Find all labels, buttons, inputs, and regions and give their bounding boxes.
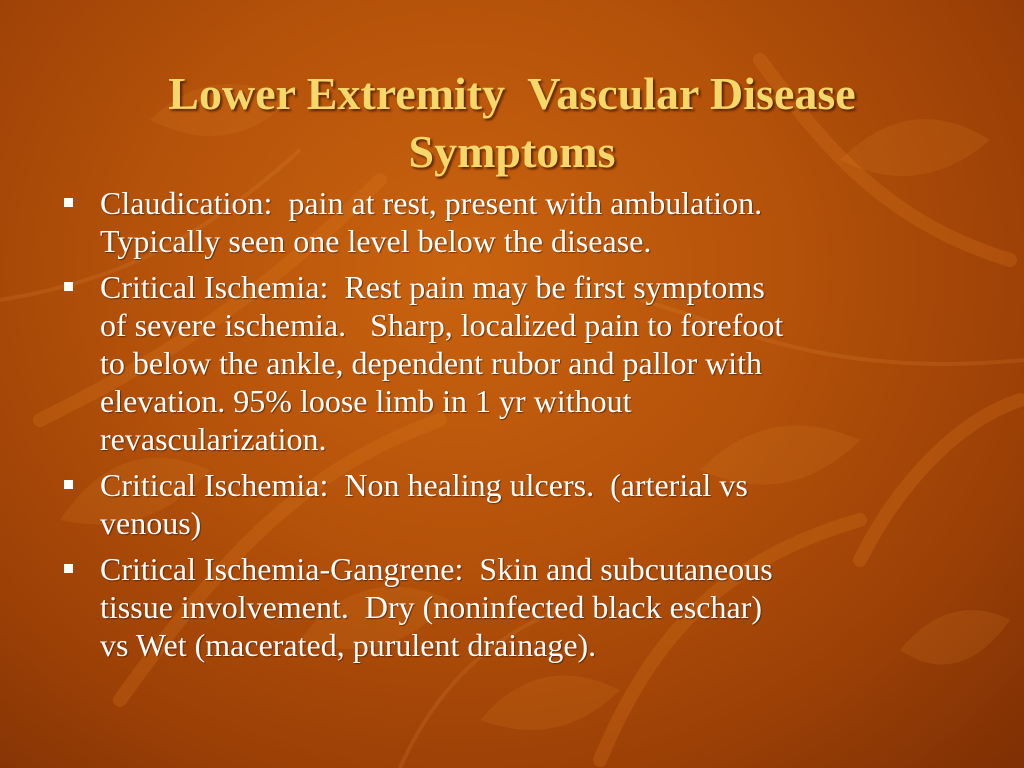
bullet-text-line: Claudication: pain at rest, present with ambulation. bbox=[100, 185, 763, 221]
slide-title bbox=[40, 65, 984, 181]
slide-title-line-1: Lower Extremity Vascular Disease bbox=[168, 67, 856, 119]
bullet-text-line: elevation. 95% loose limb in 1 yr without bbox=[100, 383, 632, 419]
bullet-text-line: Critical Ischemia: Rest pain may be first symptoms bbox=[100, 269, 765, 305]
bullet-text-line: revascularization. bbox=[100, 421, 327, 457]
bullet-text-line: vs Wet (macerated, purulent drainage). bbox=[100, 627, 597, 663]
square-bullet-icon bbox=[64, 564, 73, 573]
square-bullet-icon bbox=[64, 198, 73, 207]
bullet-text-line: to below the ankle, dependent rubor and pallor with bbox=[100, 345, 763, 381]
bullet-text-line: Critical Ischemia-Gangrene: Skin and subcutaneous bbox=[100, 551, 773, 587]
bullet-text-line: Critical Ischemia: Non healing ulcers. (arterial vs bbox=[100, 467, 748, 503]
slide-title-line-2: Symptoms bbox=[408, 125, 616, 177]
bullet-critical-ischemia-rest-pain bbox=[62, 268, 962, 458]
bullet-critical-ischemia-ulcers bbox=[62, 466, 962, 542]
bullet-text-line: of severe ischemia. Sharp, localized pain to forefoot bbox=[100, 307, 784, 343]
bullet-list bbox=[62, 184, 962, 672]
bullet-text-line: tissue involvement. Dry (noninfected black eschar) bbox=[100, 589, 762, 625]
bullet-claudication bbox=[62, 184, 962, 260]
bullet-text-line: venous) bbox=[100, 505, 202, 541]
bullet-text-line: Typically seen one level below the disease. bbox=[100, 223, 652, 259]
bullet-critical-ischemia-gangrene bbox=[62, 550, 962, 664]
square-bullet-icon bbox=[64, 282, 73, 291]
square-bullet-icon bbox=[64, 480, 73, 489]
